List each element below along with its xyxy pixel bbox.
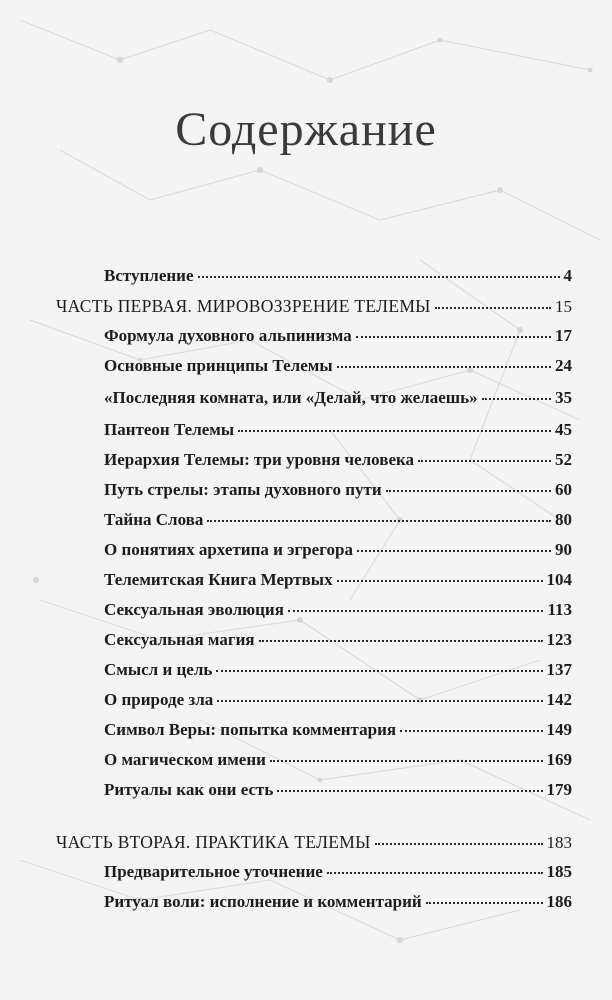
toc-page-number: 90 (555, 540, 572, 559)
toc-entry[interactable] (104, 266, 572, 292)
toc-entry[interactable] (104, 420, 572, 446)
dot-leader (435, 306, 551, 309)
dot-leader (337, 579, 543, 582)
dot-leader (356, 335, 551, 338)
toc-page-number: 142 (546, 690, 572, 709)
dot-leader (426, 901, 543, 904)
dot-leader (238, 429, 551, 432)
dot-leader (357, 549, 551, 552)
dot-leader (259, 639, 543, 642)
toc-page-number: 17 (555, 326, 572, 345)
toc-entry[interactable] (104, 750, 572, 776)
dot-leader (337, 365, 551, 368)
dot-leader (270, 759, 543, 762)
toc-page-number: 80 (555, 510, 572, 529)
dot-leader (375, 842, 543, 845)
toc-entry-label: Телемитская Книга Мертвых (104, 570, 333, 589)
toc-entry-label: ЧАСТЬ ПЕРВАЯ. МИРОВОЗЗРЕНИЕ ТЕЛЕМЫ (56, 296, 431, 316)
toc-entry-label: Сексуальная эволюция (104, 600, 284, 619)
toc-page-number: 104 (546, 570, 572, 589)
toc-page-number: 137 (546, 660, 572, 679)
toc-entry-label: «Последняя комната, или «Делай, что желаешь» (104, 388, 478, 407)
toc-entry[interactable] (104, 660, 572, 686)
toc-page-number: 60 (555, 480, 572, 499)
toc-page-number: 183 (546, 833, 572, 852)
toc-entry-label: ЧАСТЬ ВТОРАЯ. ПРАКТИКА ТЕЛЕМЫ (56, 832, 371, 852)
toc-page-number: 45 (555, 420, 572, 439)
toc-entry[interactable] (104, 450, 572, 476)
toc-entry[interactable] (104, 356, 572, 382)
toc-page-number: 169 (546, 750, 572, 769)
toc-page-number: 52 (555, 450, 572, 469)
toc-page-number: 179 (546, 780, 572, 799)
toc-entry-label: Сексуальная магия (104, 630, 255, 649)
dot-leader (327, 871, 543, 874)
toc-page-number: 186 (546, 892, 572, 911)
toc-entry-label: О магическом имени (104, 750, 266, 769)
toc-entry-label: Пантеон Телемы (104, 420, 235, 439)
toc-page-number: 113 (547, 600, 572, 619)
toc-entry-label: Путь стрелы: этапы духовного пути (104, 480, 382, 499)
toc-entry-label: Основные принципы Телемы (104, 356, 333, 375)
toc-page-number: 149 (546, 720, 572, 739)
toc-entry[interactable] (104, 630, 572, 656)
toc-entry-label: Ритуалы как они есть (104, 780, 274, 799)
toc-page-number: 35 (555, 388, 572, 407)
dot-leader (400, 729, 542, 732)
toc-part-heading[interactable] (56, 296, 572, 322)
toc-entry[interactable] (104, 510, 572, 536)
toc-entry[interactable] (104, 326, 572, 352)
toc-entry[interactable] (104, 388, 572, 414)
dot-leader (418, 459, 551, 462)
toc-page-number: 15 (555, 297, 572, 316)
toc-entry-label: Иерархия Телемы: три уровня человека (104, 450, 415, 469)
dot-leader (216, 669, 542, 672)
toc-page-number: 4 (563, 266, 572, 285)
toc-entry-label: О природе зла (104, 690, 214, 709)
toc-entry[interactable] (104, 690, 572, 716)
toc-page-number: 123 (546, 630, 572, 649)
toc-page-number: 24 (555, 356, 572, 375)
dot-leader (217, 699, 542, 702)
toc-entry[interactable] (104, 480, 572, 506)
toc-entry-label: Ритуал воли: исполнение и комментарий (104, 892, 422, 911)
toc-entry-label: Формула духовного альпинизма (104, 326, 352, 345)
toc-part-heading[interactable] (56, 832, 572, 858)
toc-entry-label: О понятиях архетипа и эгрегора (104, 540, 353, 559)
dot-leader (207, 519, 551, 522)
dot-leader (288, 609, 544, 612)
toc-entry-label: Символ Веры: попытка комментария (104, 720, 397, 739)
toc-entry[interactable] (104, 720, 572, 746)
toc-entry[interactable] (104, 600, 572, 626)
toc-entry[interactable] (104, 540, 572, 566)
toc-entry-label: Смысл и цель (104, 660, 213, 679)
toc-entry[interactable] (104, 780, 572, 806)
toc-page-number: 185 (546, 862, 572, 881)
page-title: Содержание (175, 103, 437, 156)
toc-entry-label: Тайна Слова (104, 510, 204, 529)
dot-leader (386, 489, 551, 492)
dot-leader (277, 789, 542, 792)
toc-entry[interactable] (104, 892, 572, 918)
dot-leader (482, 397, 551, 400)
toc-entry[interactable] (104, 862, 572, 888)
toc-entry[interactable] (104, 570, 572, 596)
toc-entry-label: Вступление (104, 266, 194, 285)
dot-leader (198, 275, 560, 278)
toc-entry-label: Предварительное уточнение (104, 862, 323, 881)
